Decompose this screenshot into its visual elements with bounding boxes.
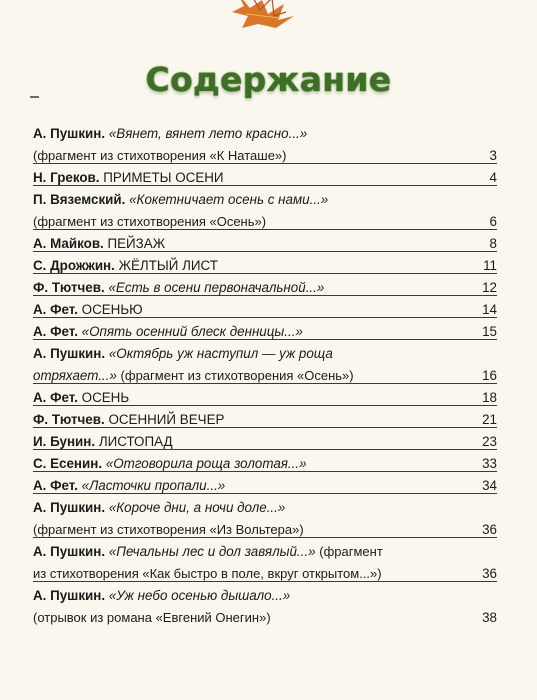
entry-source: (фрагмент из стихотворения «Осень») bbox=[33, 214, 267, 229]
divider bbox=[33, 581, 497, 582]
entry-title-continued: отряхает...» bbox=[33, 368, 117, 383]
toc-entry[interactable] bbox=[33, 541, 497, 563]
entry-title: «Есть в осени первоначальной...» bbox=[108, 280, 325, 295]
entry-source: (фрагмент из стихотворения «К Наташе») bbox=[33, 148, 287, 163]
divider bbox=[33, 449, 497, 450]
entry-author: С. Есенин. bbox=[33, 456, 103, 471]
toc-entry[interactable] bbox=[33, 299, 497, 321]
toc-entry[interactable] bbox=[33, 431, 497, 453]
page-number: 12 bbox=[482, 280, 497, 295]
toc-entry-continued[interactable] bbox=[33, 607, 497, 629]
entry-author: П. Вяземский. bbox=[33, 192, 126, 207]
entry-source-continued: из стихотворения «Как быстро в поле, вкруг открытом...») bbox=[33, 566, 382, 581]
divider bbox=[33, 317, 497, 318]
page-number: 36 bbox=[482, 522, 497, 537]
divider bbox=[33, 537, 497, 538]
toc-entry[interactable] bbox=[33, 343, 497, 365]
entry-title: «Опять осенний блеск денницы...» bbox=[81, 324, 303, 339]
toc-entry-continued[interactable] bbox=[33, 563, 497, 585]
toc-entry[interactable] bbox=[33, 453, 497, 475]
divider bbox=[33, 229, 497, 230]
divider bbox=[33, 273, 497, 274]
entry-title: ОСЕНЬЮ bbox=[81, 302, 143, 317]
entry-title: «Печальны лес и дол завялый...» bbox=[108, 544, 316, 559]
entry-author: Н. Греков. bbox=[33, 170, 100, 185]
divider bbox=[33, 163, 497, 164]
entry-author: Ф. Тютчев. bbox=[33, 280, 105, 295]
entry-author: И. Бунин. bbox=[33, 434, 96, 449]
entry-title: «Вянет, вянет лето красно...» bbox=[108, 126, 308, 141]
toc-entry-continued[interactable] bbox=[33, 211, 497, 233]
toc-entry[interactable] bbox=[33, 255, 497, 277]
entry-title: «Уж небо осенью дышало...» bbox=[108, 588, 291, 603]
entry-author: А. Пушкин. bbox=[33, 544, 106, 559]
entry-title: ПЕЙЗАЖ bbox=[107, 236, 166, 251]
page-number: 6 bbox=[489, 214, 497, 229]
entry-title: ОСЕНЬ bbox=[81, 390, 130, 405]
toc-entry[interactable] bbox=[33, 189, 497, 211]
entry-source: (отрывок из романа «Евгений Онегин») bbox=[33, 610, 271, 625]
entry-source: (фрагмент bbox=[319, 544, 383, 559]
toc-entry[interactable] bbox=[33, 387, 497, 409]
divider bbox=[33, 339, 497, 340]
entry-source: (фрагмент из стихотворения «Осень») bbox=[120, 368, 354, 383]
divider bbox=[33, 471, 497, 472]
page-number: 34 bbox=[482, 478, 497, 493]
divider bbox=[33, 251, 497, 252]
divider bbox=[33, 383, 497, 384]
entry-author: А. Майков. bbox=[33, 236, 104, 251]
entry-author: С. Дрожжин. bbox=[33, 258, 115, 273]
entry-author: А. Пушкин. bbox=[33, 126, 106, 141]
entry-title: ПРИМЕТЫ ОСЕНИ bbox=[103, 170, 224, 185]
entry-title: ЖЁЛТЫЙ ЛИСТ bbox=[118, 258, 218, 273]
page-number: 21 bbox=[482, 412, 497, 427]
table-of-contents bbox=[33, 123, 497, 629]
entry-title: ЛИСТОПАД bbox=[98, 434, 173, 449]
toc-entry-continued[interactable] bbox=[33, 519, 497, 541]
toc-entry[interactable] bbox=[33, 475, 497, 497]
page-number: 33 bbox=[482, 456, 497, 471]
toc-entry[interactable] bbox=[33, 585, 497, 607]
entry-title: «Ласточки пропали...» bbox=[81, 478, 226, 493]
page-number: 36 bbox=[482, 566, 497, 581]
page-number: 8 bbox=[489, 236, 497, 251]
page-number: 3 bbox=[489, 148, 497, 163]
entry-author: А. Фет. bbox=[33, 302, 78, 317]
toc-entry[interactable] bbox=[33, 233, 497, 255]
entry-author: Ф. Тютчев. bbox=[33, 412, 105, 427]
toc-entry[interactable] bbox=[33, 123, 497, 145]
entry-author: А. Фет. bbox=[33, 478, 78, 493]
page-title: Содержание bbox=[145, 60, 392, 99]
divider bbox=[33, 405, 497, 406]
entry-source: (фрагмент из стихотворения «Из Вольтера») bbox=[33, 522, 304, 537]
divider bbox=[33, 185, 497, 186]
entry-author: А. Пушкин. bbox=[33, 588, 106, 603]
page-number: 16 bbox=[482, 368, 497, 383]
entry-author: А. Фет. bbox=[33, 390, 78, 405]
toc-entry-continued[interactable] bbox=[33, 365, 497, 387]
entry-title: ОСЕННИЙ ВЕЧЕР bbox=[108, 412, 225, 427]
page-number: 14 bbox=[482, 302, 497, 317]
page-number: 11 bbox=[483, 258, 497, 273]
page-number: 38 bbox=[482, 610, 497, 625]
divider bbox=[33, 295, 497, 296]
divider bbox=[33, 427, 497, 428]
page-number: 18 bbox=[482, 390, 497, 405]
toc-entry[interactable] bbox=[33, 167, 497, 189]
show-through-text bbox=[176, 6, 496, 66]
toc-entry[interactable] bbox=[33, 321, 497, 343]
toc-entry[interactable] bbox=[33, 409, 497, 431]
page-number: 15 bbox=[482, 324, 497, 339]
entry-author: А. Пушкин. bbox=[33, 346, 106, 361]
toc-entry[interactable] bbox=[33, 277, 497, 299]
entry-author: А. Пушкин. bbox=[33, 500, 106, 515]
entry-title: «Октябрь уж наступил — уж роща bbox=[108, 346, 333, 361]
page-number: 23 bbox=[482, 434, 497, 449]
toc-entry-continued[interactable] bbox=[33, 145, 497, 167]
divider bbox=[33, 493, 497, 494]
entry-title: «Отговорила роща золотая...» bbox=[105, 456, 307, 471]
entry-title: «Кокетничает осень с нами...» bbox=[129, 192, 329, 207]
page-number: 4 bbox=[489, 170, 497, 185]
toc-entry[interactable] bbox=[33, 497, 497, 519]
entry-title: «Короче дни, а ночи доле...» bbox=[108, 500, 286, 515]
entry-author: А. Фет. bbox=[33, 324, 78, 339]
